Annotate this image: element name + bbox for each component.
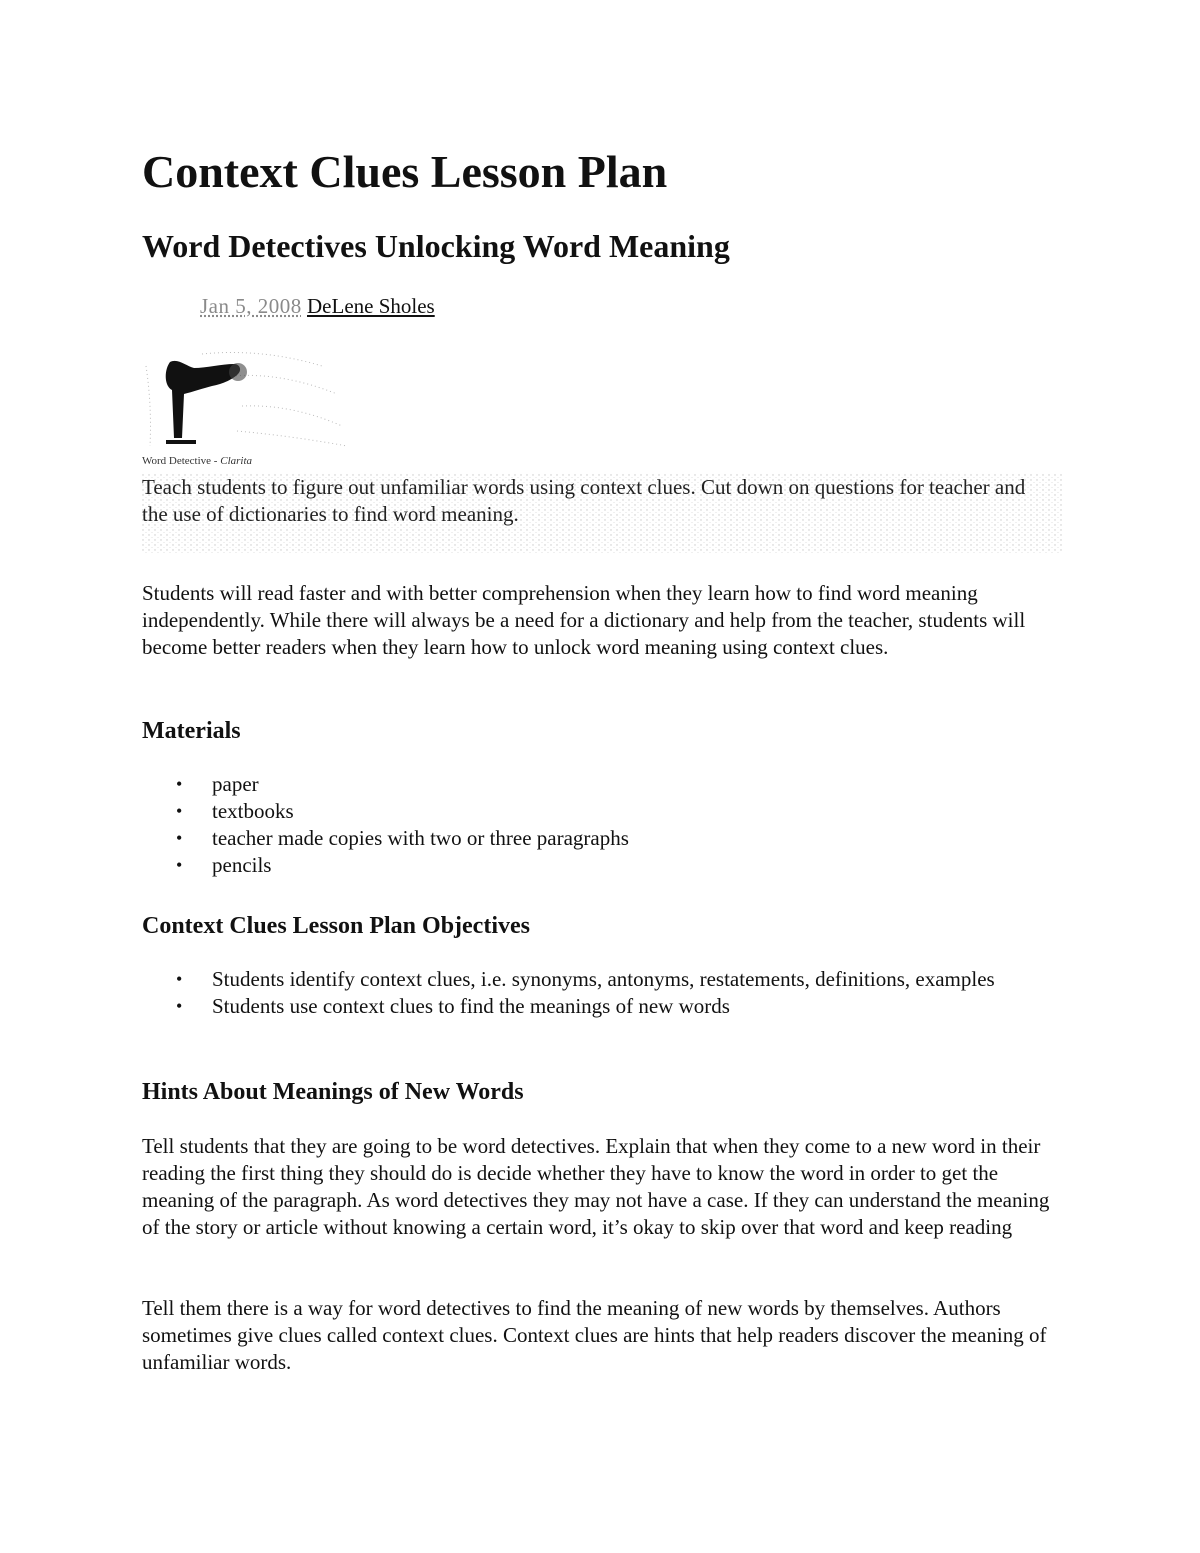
bullet-icon: • <box>176 774 183 794</box>
intro-paragraph: Students will read faster and with better comprehension when they learn how to find word meaning independently. While there will always be a need for a dictionary and help from the teacher, students will become better readers when they learn how to unlock word meaning using context clues. <box>142 581 1026 659</box>
materials-list <box>142 771 1062 879</box>
caption-credit: Clarita <box>220 455 253 467</box>
list-item: • teacher made copies with two or three paragraphs <box>176 826 629 850</box>
objectives-list <box>142 966 1062 1020</box>
list-item: • Students identify context clues, i.e. synonyms, antonyms, restatements, definitions, examples <box>176 967 995 991</box>
hints-paragraph-1: Tell students that they are going to be word detectives. Explain that when they come to a new word in their reading the first thing they should do is decide whether they have to know the word in order to get the meaning of the paragraph. As word detectives they may not have a case. If they can understand the meaning of the story or article without knowing a certain word, it’s okay to skip over that word and keep reading <box>142 1134 1050 1239</box>
lede-text: Teach students to figure out unfamiliar words using context clues. Cut down on questions for teacher and the use of dictionaries to find word meaning. <box>142 475 1026 526</box>
list-item: • textbooks <box>176 799 294 823</box>
caption-text: Word Detective - <box>142 455 218 467</box>
hints-heading: Hints About Meanings of New Words <box>142 1079 524 1105</box>
list-item: • paper <box>176 772 259 796</box>
list-item: • Students use context clues to find the meanings of new words <box>176 994 730 1018</box>
list-item: • pencils <box>176 853 272 877</box>
page-title: Context Clues Lesson Plan <box>142 146 668 197</box>
bullet-icon: • <box>176 801 183 821</box>
publish-date: Jan 5, 2008 <box>200 294 302 318</box>
hints-paragraph-2: Tell them there is a way for word detectives to find the meaning of new words by themselves. Authors sometimes give clues called context clues. Context clues are hints that help readers discover the meaning of unfamiliar words. <box>142 1296 1047 1374</box>
byline <box>200 293 435 319</box>
article-lede <box>142 474 1062 554</box>
objectives-heading: Context Clues Lesson Plan Objectives <box>142 913 530 939</box>
detective-image <box>142 346 352 468</box>
bullet-icon: • <box>176 969 183 989</box>
bullet-icon: • <box>176 828 183 848</box>
magnifier-silhouette-icon <box>142 346 352 456</box>
image-caption <box>142 454 252 468</box>
bullet-icon: • <box>176 855 183 875</box>
bullet-icon: • <box>176 996 183 1016</box>
materials-heading: Materials <box>142 718 241 744</box>
author-link[interactable]: DeLene Sholes <box>307 294 435 318</box>
page-subtitle: Word Detectives Unlocking Word Meaning <box>142 228 730 264</box>
